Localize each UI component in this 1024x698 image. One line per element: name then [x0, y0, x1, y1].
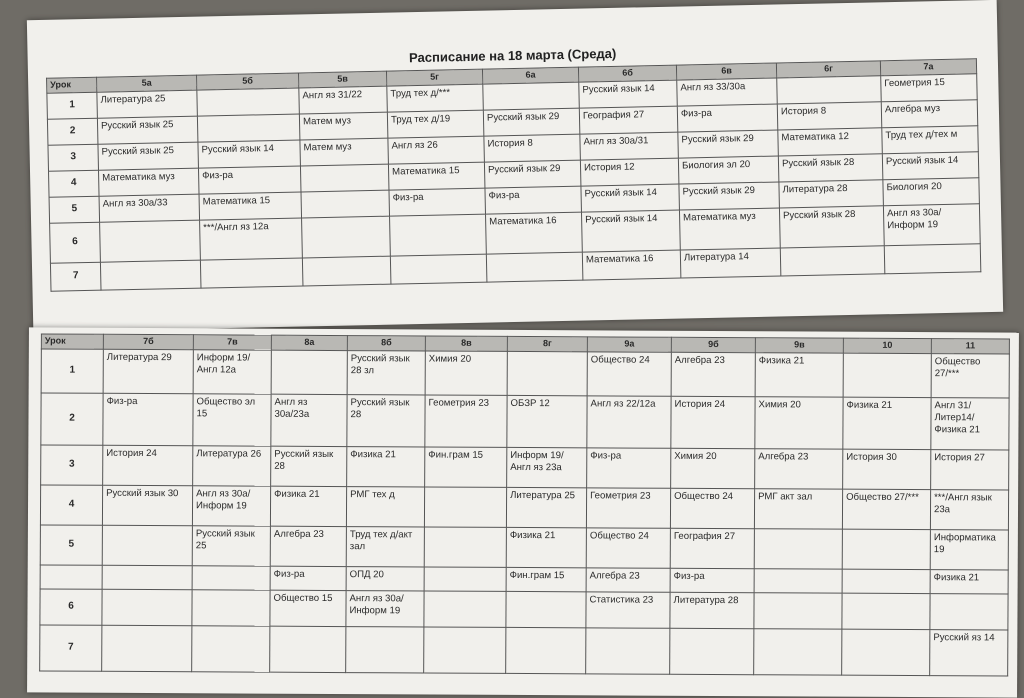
class-header: 9а	[587, 337, 671, 352]
schedule-cell	[300, 164, 389, 192]
lesson-number: 2	[41, 393, 103, 445]
schedule-cell: Русский язык 29	[484, 160, 581, 188]
schedule-cell: Матем муз	[300, 138, 389, 166]
schedule-cell: География 27	[670, 528, 754, 568]
class-header: 5в	[299, 71, 387, 88]
schedule-cell: Русский язык 14	[581, 184, 680, 212]
lesson-number: 1	[47, 92, 98, 119]
lesson-number: 1	[41, 349, 103, 393]
schedule-cell: Физ-ра	[270, 566, 346, 590]
schedule-cell: Русский язык 29	[483, 108, 580, 136]
schedule-cell: Матем муз	[299, 112, 388, 140]
schedule-cell	[102, 565, 192, 589]
schedule-cell: Труд тех д/***	[387, 84, 484, 112]
schedule-cell: Общество 15	[270, 590, 346, 626]
schedule-cell: Математика 12	[778, 128, 883, 156]
schedule-cell: Литература 29	[103, 349, 193, 393]
schedule-cell	[483, 82, 580, 110]
schedule-cell: Англ яз 30а/ Информ 19	[192, 486, 270, 526]
class-header: 8б	[347, 336, 425, 351]
schedule-cell: Труд тех д/19	[387, 110, 484, 138]
schedule-cell: Русский язык 14	[579, 80, 678, 108]
lesson-number: 5	[49, 196, 100, 223]
schedule-cell: Литература 14	[680, 248, 781, 278]
schedule-cell: Физика 21	[270, 486, 346, 526]
schedule-cell	[197, 88, 300, 116]
class-header: 6а	[482, 67, 578, 84]
schedule-cell	[506, 591, 586, 627]
lesson-row	[40, 589, 1008, 630]
schedule-cell: История 24	[103, 445, 193, 485]
schedule-cell: Общество 27/***	[842, 489, 930, 529]
schedule-cell	[842, 629, 930, 675]
lesson-number: 2	[47, 118, 98, 145]
schedule-cell: Математика муз	[98, 168, 199, 196]
schedule-cell	[754, 593, 842, 629]
schedule-cell: Англ яз 30а/23а	[271, 394, 347, 446]
class-header: 7в	[193, 335, 271, 350]
schedule-cell: Информ 19/ Англ 12а	[193, 350, 271, 394]
schedule-cell	[100, 220, 201, 262]
schedule-cell: Химия 20	[425, 351, 507, 395]
schedule-cell: Англ яз 30а/ Информ 19	[346, 591, 424, 627]
schedule-cell: Геометрия 23	[425, 395, 507, 447]
class-header: 7б	[103, 334, 193, 349]
schedule-cell	[507, 351, 587, 395]
schedule-cell: Физика 21	[506, 527, 586, 567]
schedule-cell	[390, 214, 487, 256]
schedule-cell	[424, 627, 506, 673]
schedule-cell: Алгебра 23	[671, 352, 755, 396]
schedule-cell: Литература 25	[506, 487, 586, 527]
class-header: 5г	[386, 69, 482, 86]
schedule-cell	[424, 567, 506, 591]
schedule-cell	[192, 590, 270, 626]
schedule-cell	[780, 246, 885, 276]
schedule-cell: Физика 21	[347, 447, 425, 487]
schedule-cell: Математика 15	[199, 192, 302, 220]
schedule-cell: Геометрия 15	[881, 74, 978, 102]
schedule-cell: Литература 28	[670, 592, 754, 628]
schedule-cell: Русский язык 14	[581, 210, 680, 252]
lesson-row	[40, 625, 1008, 676]
schedule-cell: Общество 27/***	[931, 354, 1009, 398]
lesson-number	[40, 565, 102, 589]
schedule-cell: Физ-ра	[677, 104, 778, 132]
schedule-cell	[424, 591, 506, 627]
schedule-cell: Литература 25	[97, 90, 198, 118]
schedule-cell	[754, 529, 842, 569]
class-header: 8г	[507, 336, 587, 351]
schedule-cell: Математика 16	[486, 212, 583, 254]
schedule-cell: Русский язык 28	[778, 154, 883, 182]
schedule-cell: РМГ акт зал	[754, 489, 842, 529]
schedule-cell: История 27	[931, 450, 1009, 490]
schedule-cell: Русский язык 14	[882, 152, 979, 180]
class-header: 7а	[880, 59, 976, 76]
schedule-cell	[390, 254, 487, 284]
class-header: 5б	[197, 73, 299, 90]
schedule-cell	[843, 353, 931, 397]
schedule-cell	[301, 190, 390, 218]
lesson-row	[40, 485, 1008, 530]
schedule-cell: Общество эл 15	[193, 394, 271, 446]
schedule-cell: Общество 24	[586, 528, 670, 568]
lesson-number: 6	[50, 222, 101, 263]
schedule-cell: Литература 26	[193, 446, 271, 486]
schedule-cell	[424, 487, 506, 527]
schedule-cell: Русский язык 14	[198, 140, 301, 168]
schedule-cell: Русский язык 28	[779, 206, 884, 248]
class-header: 8в	[425, 336, 507, 351]
schedule-cell	[842, 529, 930, 569]
schedule-cell: Англ яз 30а/31	[580, 132, 679, 160]
schedule-cell: ***/Англ язык 23а	[930, 490, 1008, 530]
lesson-number: 7	[50, 262, 101, 291]
schedule-cell: Математика муз	[679, 208, 780, 250]
schedule-cell: Фин.грам 15	[425, 447, 507, 487]
schedule-cell	[424, 527, 506, 567]
schedule-cell: Русский язык 29	[678, 130, 779, 158]
schedule-cell	[842, 593, 930, 629]
schedule-cell: Физика 21	[755, 353, 843, 397]
schedule-cell: Физ-ра	[485, 186, 582, 214]
schedule-cell: Информ 19/ Англ яз 23а	[507, 447, 587, 487]
schedule-cell: Общество 24	[670, 488, 754, 528]
schedule-cell: Литература 28	[779, 180, 884, 208]
schedule-cell: История 8	[777, 102, 882, 130]
class-header: 9в	[755, 338, 843, 353]
schedule-cell: Физ-ра	[103, 393, 193, 445]
lesson-row	[41, 393, 1009, 450]
schedule-cell: Алгебра 23	[755, 449, 843, 489]
schedule-cell: История 12	[580, 158, 679, 186]
schedule-cell	[586, 628, 670, 674]
schedule-cell	[486, 252, 583, 282]
schedule-cell: Физ-ра	[198, 166, 301, 194]
schedule-table-grades-5-7	[46, 58, 981, 291]
schedule-cell	[302, 256, 391, 286]
schedule-title: Расписание на 18 марта (Среда)	[408, 45, 617, 66]
schedule-cell: Англ 31/Литер14/ Физика 21	[931, 398, 1009, 450]
schedule-cell: Геометрия 23	[586, 488, 670, 528]
schedule-cell	[192, 566, 270, 590]
class-header: 6г	[776, 61, 880, 78]
schedule-cell: Алгебра муз	[881, 100, 978, 128]
schedule-cell: Русский язык 28	[347, 395, 425, 447]
schedule-cell	[506, 627, 586, 673]
schedule-cell: Математика 16	[582, 250, 681, 280]
schedule-cell: Информатика 19	[930, 530, 1008, 570]
schedule-cell: Физ-ра	[670, 568, 754, 592]
schedule-cell: Труд тех д/тех м	[882, 126, 979, 154]
class-header: 6б	[578, 65, 676, 82]
schedule-cell: Русский язык 25	[98, 142, 199, 170]
schedule-cell: Физика 21	[930, 570, 1008, 594]
schedule-cell	[302, 216, 391, 258]
schedule-cell: Русский язык 28 зл	[347, 351, 425, 395]
schedule-cell	[192, 626, 270, 672]
schedule-cell: ОБЗР 12	[507, 395, 587, 447]
schedule-cell: Англ яз 26	[388, 136, 485, 164]
schedule-cell: Алгебра 23	[270, 526, 346, 566]
schedule-cell: Физ-ра	[389, 188, 486, 216]
lesson-number: 3	[41, 445, 103, 485]
schedule-cell	[670, 628, 754, 674]
schedule-cell	[884, 244, 981, 274]
schedule-table-grades-7-11	[39, 333, 1010, 676]
schedule-cell: История 8	[484, 134, 581, 162]
schedule-cell	[346, 627, 424, 673]
schedule-cell	[200, 258, 303, 288]
schedule-cell	[102, 525, 192, 565]
class-header: 11	[931, 339, 1009, 354]
schedule-cell: Русский язык 28	[271, 446, 347, 486]
lesson-row	[40, 525, 1008, 570]
class-header: 9б	[671, 337, 755, 352]
schedule-cell	[102, 589, 192, 625]
lesson-number: 5	[40, 525, 102, 565]
lesson-header: Урок	[47, 77, 97, 93]
lesson-row	[41, 349, 1009, 398]
lesson-number: 4	[40, 485, 102, 525]
schedule-cell: ***/Англ яз 12а	[200, 218, 303, 260]
schedule-cell: Химия 20	[671, 448, 755, 488]
schedule-cell: Англ яз 31/22	[299, 86, 388, 114]
lesson-number: 4	[49, 170, 100, 197]
schedule-cell: Англ яз 30а/33	[99, 194, 200, 222]
schedule-cell: История 24	[671, 396, 755, 448]
schedule-cell: РМГ тех д	[346, 487, 424, 527]
lesson-number: 3	[48, 144, 99, 171]
schedule-cell: География 27	[579, 106, 678, 134]
schedule-cell: Русский язык 30	[102, 485, 192, 525]
schedule-cell	[270, 626, 346, 672]
schedule-cell: Труд тех д/акт зал	[346, 527, 424, 567]
top-schedule-sheet	[27, 0, 1003, 332]
lesson-row	[41, 445, 1009, 490]
schedule-cell: Статистика 23	[586, 592, 670, 628]
schedule-cell: Русский язык 25	[192, 526, 270, 566]
class-header: 6в	[676, 63, 776, 80]
schedule-cell	[930, 594, 1008, 630]
schedule-cell: Физика 21	[843, 397, 931, 449]
schedule-cell: Фин.грам 15	[506, 567, 586, 591]
schedule-cell	[842, 569, 930, 593]
schedule-cell	[777, 76, 882, 104]
schedule-cell: Русский язык 29	[679, 182, 780, 210]
schedule-cell	[754, 569, 842, 593]
schedule-cell: Русский язык 25	[97, 116, 198, 144]
schedule-cell: Англ яз 22/12а	[587, 396, 671, 448]
schedule-cell	[102, 625, 192, 671]
schedule-cell: Биология 20	[883, 178, 980, 206]
class-header: 5а	[97, 75, 197, 92]
schedule-cell: Русский яз 14	[930, 630, 1008, 676]
lesson-number: 7	[40, 625, 102, 671]
schedule-cell: Математика 15	[388, 162, 485, 190]
schedule-cell	[100, 260, 201, 290]
lesson-header: Урок	[41, 334, 103, 349]
schedule-cell: Англ яз 30а/ Информ 19	[883, 204, 980, 246]
schedule-cell	[271, 350, 347, 394]
schedule-cell: Англ яз 33/30а	[677, 78, 778, 106]
schedule-cell	[754, 629, 842, 675]
schedule-cell: Физ-ра	[587, 448, 671, 488]
schedule-cell: Биология эл 20	[678, 156, 779, 184]
schedule-cell: История 30	[843, 449, 931, 489]
class-header: 10	[843, 338, 931, 353]
bottom-schedule-sheet	[27, 327, 1019, 697]
schedule-cell: ОПД 20	[346, 567, 424, 591]
schedule-cell: Алгебра 23	[586, 568, 670, 592]
class-header: 8а	[271, 335, 347, 350]
schedule-cell: Общество 24	[587, 352, 671, 396]
schedule-cell: Химия 20	[755, 397, 843, 449]
lesson-number: 6	[40, 589, 102, 625]
schedule-cell	[197, 114, 300, 142]
